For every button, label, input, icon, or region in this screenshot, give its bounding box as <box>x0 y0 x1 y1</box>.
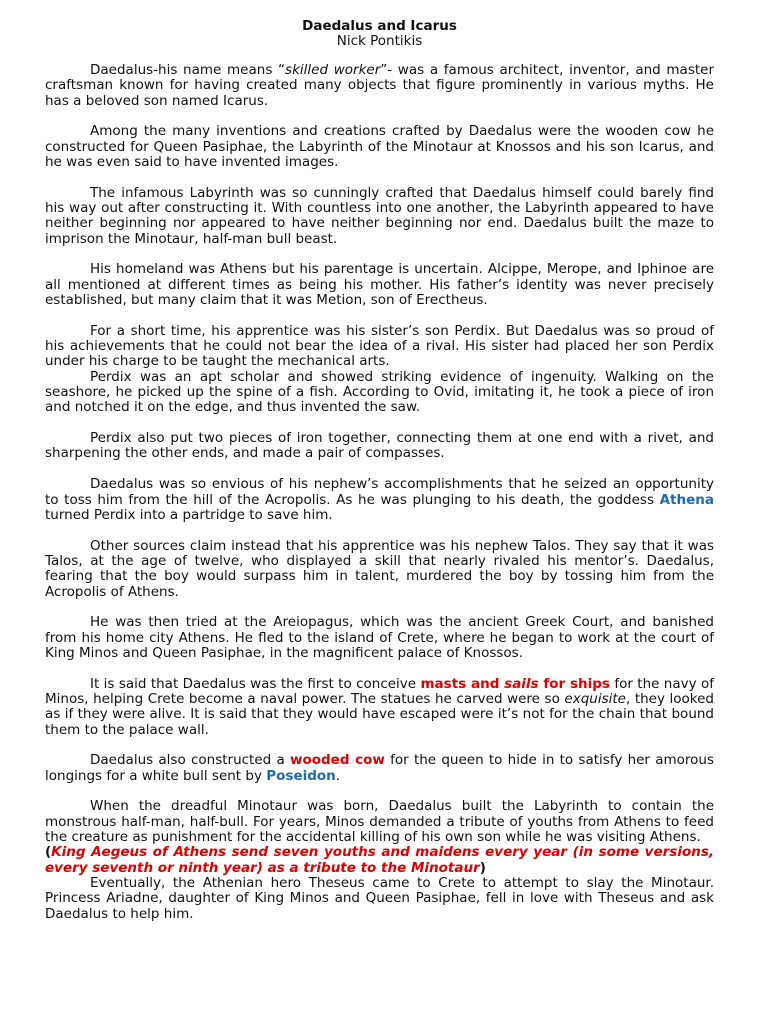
highlight-masts: masts and <box>420 675 505 692</box>
paragraph-8 <box>45 477 714 523</box>
paragraph-9: Other sources claim instead that his apprentice was his nephew Talos. They say that it was Talos, at the age of twelve, who displayed a skill that nearly rivaled his mentor’s. Daedalus, fearing that the boy would surpass him in talent, murdered the boy by tossing him from the Acropolis of Athens. <box>45 537 714 600</box>
emphasis-text: exquisite <box>564 691 626 707</box>
text-run: turned Perdix into a partridge to save him. <box>45 506 333 523</box>
poseidon-link[interactable]: Poseidon <box>266 767 336 784</box>
highlight-for-ships: for ships <box>538 675 610 692</box>
paren-close: ) <box>479 859 486 876</box>
text-run: for the navy of Minos, helping Crete become a naval power. The statues he carved were so <box>45 675 714 707</box>
paragraph-2: Among the many inventions and creations crafted by Daedalus were the wooden cow he constructed for Queen Pasiphae, the Labyrinth of the Minotaur at Knossos and his son Icarus, and he was even said to have invented images. <box>45 123 714 170</box>
paragraph-1 <box>45 63 714 109</box>
document-title: Daedalus and Icarus <box>302 18 457 34</box>
text-run: Daedalus was so envious of his nephew’s accomplishments that he seized an opportunity to toss him from the hill of the Acropolis. As he was plunging to his death, the goddess <box>45 476 714 508</box>
paragraph-4: His homeland was Athens but his parentage is uncertain. Alcippe, Merope, and Iphinoe are all mentioned at different times as being his mother. His father’s identity was never precisely established, but many claim that it was Metion, son of Erectheus. <box>45 261 714 309</box>
text-run: ”- was a famous architect, inventor, and master craftsman known for having created many objects that figure prominently in various myths. He has a beloved son named Icarus. <box>45 62 715 109</box>
highlight-tribute-note: King Aegeus of Athens send seven youths and maidens every year (in some versions, every seventh or ninth year) as a tribute to the Minotaur <box>45 844 714 876</box>
document-author: Nick Pontikis <box>336 33 423 49</box>
text-run: . <box>335 767 341 784</box>
highlight-sails: sails <box>504 675 539 692</box>
paragraph-6: Perdix was an apt scholar and showed striking evidence of ingenuity. Walking on the seashore, he picked up the spine of a fish. According to Ovid, imitating it, he took a piece of iron and notched it on the edge, and thus invented the saw. <box>45 368 714 416</box>
paragraph-10: He was then tried at the Areiopagus, which was the ancient Greek Court, and banished from his home city Athens. He fled to the island of Crete, where he began to work at the court of King Minos and Queen Pasiphae, in the magnificent palace of Knossos. <box>45 614 714 661</box>
paragraph-11 <box>45 677 714 738</box>
paragraph-13: When the dreadful Minotaur was born, Daedalus built the Labyrinth to contain the monstrous half-man, half-bull. For years, Minos demanded a tribute of youths from Athens to feed the creature as punishment for the accidental killing of his own son while he was visiting Athens. <box>45 798 714 846</box>
highlight-wooded-cow: wooded cow <box>289 752 385 769</box>
text-run: , they looked as if they were alive. It is said that they would have escaped were it’s not for the chain that bound them to the palace wall. <box>45 691 714 738</box>
paragraph-12 <box>45 753 714 784</box>
athena-link[interactable]: Athena <box>659 491 714 508</box>
paragraph-5: For a short time, his apprentice was his sister’s son Perdix. But Daedalus was so proud of his achievements that he could not bear the idea of a rival. His sister had placed her son Perdix under his charge to be taught the mechanical arts. <box>45 322 714 370</box>
paren-open: ( <box>45 844 52 861</box>
emphasis-text: skilled worker <box>285 62 381 78</box>
text-run: It is said that Daedalus was the first to conceive <box>90 675 421 692</box>
paragraph-7: Perdix also put two pieces of iron together, connecting them at one end with a rivet, and sharpening the other ends, and made a pair of compasses. <box>45 430 714 462</box>
document-page <box>45 19 714 937</box>
text-run: Daedalus also constructed a <box>90 752 290 769</box>
paragraph-note <box>45 845 714 876</box>
paragraph-14: Eventually, the Athenian hero Theseus came to Crete to attempt to slay the Minotaur. Princess Ariadne, daughter of King Minos and Queen Pasiphae, fell in love with Theseus and ask Daedalus to help him. <box>45 874 714 922</box>
text-run: for the queen to hide in to satisfy her amorous longings for a white bull sent by <box>45 752 715 784</box>
text-run: Daedalus-his name means “ <box>90 62 286 78</box>
paragraph-3: The infamous Labyrinth was so cunningly crafted that Daedalus himself could barely find his way out after constructing it. With countless into one another, the Labyrinth appeared to have neither beginning nor appeared to have neither beginning nor end. Daedalus built the maze to imprison the Minotaur, half-man bull beast. <box>45 184 714 247</box>
